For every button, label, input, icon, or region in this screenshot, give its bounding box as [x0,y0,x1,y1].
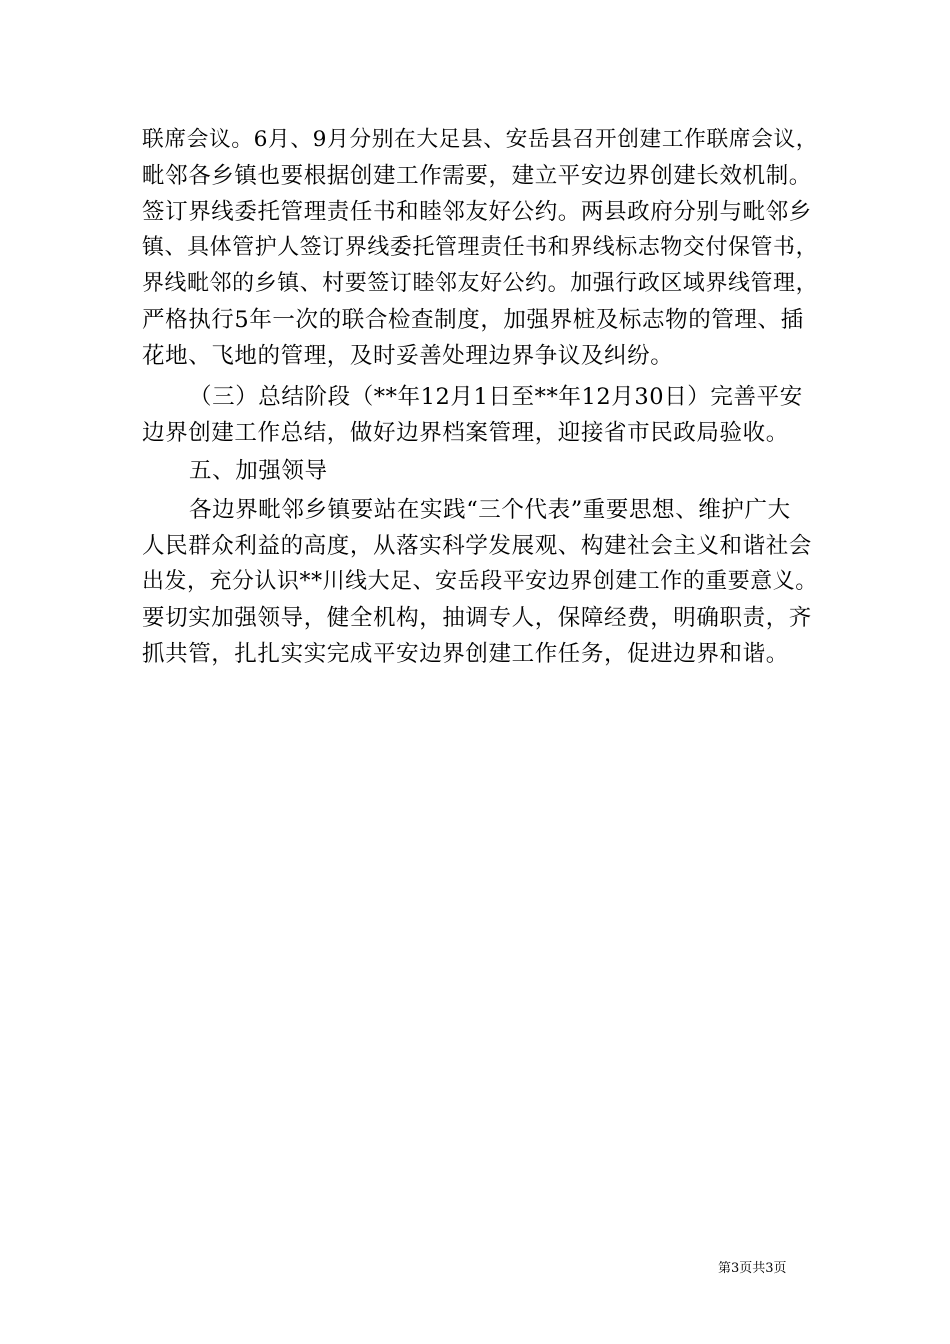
body-text-line: 镇、具体管护人签订界线委托管理责任书和界线标志物交付保管书， [142,235,819,260]
body-text-line: 人民群众利益的高度，从落实科学发展观、构建社会主义和谐社会 [142,533,812,559]
section-heading-leadership: 五、加强领导 [189,458,328,484]
body-text-line: 联席会议。6月、9月分别在大足县、安岳县召开创建工作联席会议， [142,127,819,152]
body-text-line: 出发，充分认识**川线大足、安岳段平安边界创建工作的重要意义。 [142,569,818,594]
body-text-line: 界线毗邻的乡镇、村要签订睦邻友好公约。加强行政区域界线管理， [142,271,819,296]
body-text-line: 毗邻各乡镇也要根据创建工作需要，建立平安边界创建长效机制。 [142,163,812,189]
section-heading-summary: （三）总结阶段（**年12月1日至**年12月30日）完善平安 [189,384,803,410]
body-text-line: 边界创建工作总结，做好边界档案管理，迎接省市民政局验收。 [142,420,789,446]
paragraph-first-line: 各边界毗邻乡镇要站在实践“三个代表”重要思想、维护广大 [189,497,791,523]
body-text-line: 花地、飞地的管理，及时妥善处理边界争议及纠纷。 [142,343,674,369]
body-text-line: 严格执行5年一次的联合检查制度，加强界桩及标志物的管理、插 [142,307,804,333]
body-text-line: 要切实加强领导，健全机构，抽调专人，保障经费，明确职责，齐 [142,605,812,631]
page-number-footer: 第3页共3页 [718,1261,787,1276]
body-text-line: 签订界线委托管理责任书和睦邻友好公约。两县政府分别与毗邻乡 [142,199,812,225]
body-text-line: 抓共管，扎扎实实完成平安边界创建工作任务，促进边界和谐。 [142,641,789,667]
